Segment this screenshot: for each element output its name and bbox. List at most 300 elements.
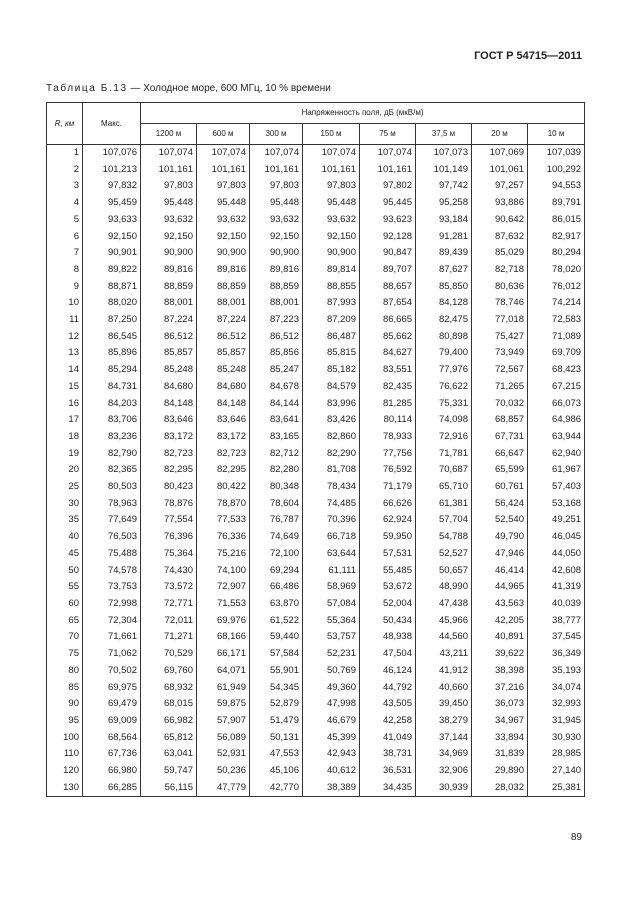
value-cell: 97,803 — [250, 178, 303, 195]
value-cell: 101,161 — [303, 162, 360, 179]
distance-cell: 11 — [47, 312, 83, 329]
value-cell: 84,148 — [197, 396, 250, 413]
value-cell: 47,504 — [360, 646, 416, 663]
value-cell: 101,161 — [360, 162, 416, 179]
value-cell: 47,553 — [250, 746, 303, 763]
value-cell: 66,285 — [83, 780, 141, 797]
value-cell: 80,503 — [83, 479, 141, 496]
value-cell: 76,592 — [360, 462, 416, 479]
value-cell: 86,545 — [83, 329, 141, 346]
value-cell: 52,231 — [303, 646, 360, 663]
value-cell: 87,632 — [472, 229, 528, 246]
table-row — [47, 646, 585, 663]
value-cell: 97,257 — [472, 178, 528, 195]
value-cell: 87,224 — [141, 312, 197, 329]
distance-cell: 65 — [47, 613, 83, 630]
value-cell: 74,578 — [83, 563, 141, 580]
value-cell: 36,531 — [360, 763, 416, 780]
value-cell: 74,098 — [416, 412, 472, 429]
value-cell: 32,993 — [528, 696, 585, 713]
value-cell: 57,907 — [197, 713, 250, 730]
value-cell: 82,723 — [141, 446, 197, 463]
value-cell: 97,803 — [141, 178, 197, 195]
value-cell: 97,803 — [303, 178, 360, 195]
value-cell: 66,073 — [528, 396, 585, 413]
distance-cell: 14 — [47, 362, 83, 379]
value-cell: 69,009 — [83, 713, 141, 730]
value-cell: 107,073 — [416, 145, 472, 162]
value-cell: 86,512 — [197, 329, 250, 346]
value-cell: 73,949 — [472, 345, 528, 362]
value-cell: 80,636 — [472, 279, 528, 296]
value-cell: 68,932 — [141, 680, 197, 697]
table-row — [47, 629, 585, 646]
table-row — [47, 379, 585, 396]
value-cell: 30,939 — [416, 780, 472, 797]
distance-cell: 12 — [47, 329, 83, 346]
value-cell: 92,150 — [250, 229, 303, 246]
value-cell: 95,448 — [250, 195, 303, 212]
value-cell: 64,071 — [197, 663, 250, 680]
value-cell: 44,965 — [472, 579, 528, 596]
value-cell: 85,815 — [303, 345, 360, 362]
value-cell: 82,290 — [303, 446, 360, 463]
value-cell: 38,389 — [303, 780, 360, 797]
distance-cell: 8 — [47, 262, 83, 279]
value-cell: 66,982 — [141, 713, 197, 730]
value-cell: 34,074 — [528, 680, 585, 697]
value-cell: 97,802 — [360, 178, 416, 195]
value-cell: 80,422 — [197, 479, 250, 496]
value-cell: 68,015 — [141, 696, 197, 713]
distance-cell: 15 — [47, 379, 83, 396]
value-cell: 76,336 — [197, 529, 250, 546]
value-cell: 34,435 — [360, 780, 416, 797]
value-cell: 85,857 — [141, 345, 197, 362]
value-cell: 74,649 — [250, 529, 303, 546]
value-cell: 42,205 — [472, 613, 528, 630]
value-cell: 40,660 — [416, 680, 472, 697]
value-cell: 67,731 — [472, 429, 528, 446]
value-cell: 25,381 — [528, 780, 585, 797]
value-cell: 67,215 — [528, 379, 585, 396]
value-cell: 59,875 — [197, 696, 250, 713]
value-cell: 87,627 — [416, 262, 472, 279]
value-cell: 93,623 — [360, 212, 416, 229]
value-cell: 93,632 — [141, 212, 197, 229]
value-cell: 52,931 — [197, 746, 250, 763]
table-row — [47, 579, 585, 596]
value-cell: 55,901 — [250, 663, 303, 680]
value-cell: 42,258 — [360, 713, 416, 730]
table-row — [47, 563, 585, 580]
table-row — [47, 212, 585, 229]
value-cell: 34,969 — [416, 746, 472, 763]
table-row — [47, 780, 585, 797]
value-cell: 37,144 — [416, 730, 472, 747]
value-cell: 72,907 — [197, 579, 250, 596]
value-cell: 72,100 — [250, 546, 303, 563]
value-cell: 73,753 — [83, 579, 141, 596]
value-cell: 93,886 — [472, 195, 528, 212]
value-cell: 89,814 — [303, 262, 360, 279]
table-row — [47, 546, 585, 563]
value-cell: 83,172 — [141, 429, 197, 446]
value-cell: 89,439 — [416, 245, 472, 262]
value-cell: 85,247 — [250, 362, 303, 379]
value-cell: 36,073 — [472, 696, 528, 713]
value-cell: 72,304 — [83, 613, 141, 630]
value-cell: 85,248 — [141, 362, 197, 379]
table-row — [47, 279, 585, 296]
value-cell: 69,479 — [83, 696, 141, 713]
value-cell: 93,632 — [303, 212, 360, 229]
value-cell: 58,969 — [303, 579, 360, 596]
table-row — [47, 262, 585, 279]
value-cell: 71,781 — [416, 446, 472, 463]
distance-cell: 17 — [47, 412, 83, 429]
value-cell: 72,998 — [83, 596, 141, 613]
value-cell: 69,976 — [197, 613, 250, 630]
value-cell: 29,890 — [472, 763, 528, 780]
value-cell: 59,440 — [250, 629, 303, 646]
value-cell: 59,747 — [141, 763, 197, 780]
value-cell: 82,723 — [197, 446, 250, 463]
table-row — [47, 512, 585, 529]
value-cell: 97,742 — [416, 178, 472, 195]
distance-cell: 75 — [47, 646, 83, 663]
data-table — [46, 102, 585, 797]
value-cell: 74,430 — [141, 563, 197, 580]
table-row — [47, 680, 585, 697]
value-cell: 66,647 — [472, 446, 528, 463]
value-cell: 35,193 — [528, 663, 585, 680]
value-cell: 82,475 — [416, 312, 472, 329]
document-code: ГОСТ Р 54715—2011 — [474, 50, 582, 62]
value-cell: 42,770 — [250, 780, 303, 797]
value-cell: 47,438 — [416, 596, 472, 613]
value-cell: 90,847 — [360, 245, 416, 262]
table-row — [47, 663, 585, 680]
value-cell: 61,111 — [303, 563, 360, 580]
value-cell: 62,924 — [360, 512, 416, 529]
value-cell: 45,399 — [303, 730, 360, 747]
value-cell: 39,450 — [416, 696, 472, 713]
table-row — [47, 396, 585, 413]
value-cell: 74,485 — [303, 496, 360, 513]
value-cell: 77,554 — [141, 512, 197, 529]
value-cell: 107,069 — [472, 145, 528, 162]
table-row — [47, 763, 585, 780]
value-cell: 57,704 — [416, 512, 472, 529]
value-cell: 67,736 — [83, 746, 141, 763]
distance-cell: 1 — [47, 145, 83, 162]
value-cell: 95,258 — [416, 195, 472, 212]
value-cell: 85,850 — [416, 279, 472, 296]
distance-cell: 10 — [47, 295, 83, 312]
table-row — [47, 362, 585, 379]
value-cell: 78,870 — [197, 496, 250, 513]
value-cell: 76,503 — [83, 529, 141, 546]
distance-cell: 35 — [47, 512, 83, 529]
distance-cell: 18 — [47, 429, 83, 446]
distance-cell: 40 — [47, 529, 83, 546]
value-cell: 87,993 — [303, 295, 360, 312]
value-cell: 46,679 — [303, 713, 360, 730]
value-cell: 84,579 — [303, 379, 360, 396]
value-cell: 41,912 — [416, 663, 472, 680]
value-cell: 46,414 — [472, 563, 528, 580]
value-cell: 101,061 — [472, 162, 528, 179]
distance-cell: 55 — [47, 579, 83, 596]
subheader-cell: 20 м — [472, 124, 528, 145]
value-cell: 42,943 — [303, 746, 360, 763]
table-caption — [46, 83, 331, 94]
value-cell: 92,150 — [197, 229, 250, 246]
table-row — [47, 195, 585, 212]
value-cell: 101,161 — [250, 162, 303, 179]
value-cell: 37,216 — [472, 680, 528, 697]
value-cell: 83,172 — [197, 429, 250, 446]
value-cell: 63,041 — [141, 746, 197, 763]
value-cell: 82,712 — [250, 446, 303, 463]
value-cell: 47,946 — [472, 546, 528, 563]
value-cell: 77,649 — [83, 512, 141, 529]
table-row — [47, 479, 585, 496]
value-cell: 101,213 — [83, 162, 141, 179]
distance-cell: 95 — [47, 713, 83, 730]
value-cell: 107,074 — [250, 145, 303, 162]
distance-cell: 6 — [47, 229, 83, 246]
value-cell: 69,975 — [83, 680, 141, 697]
value-cell: 107,074 — [360, 145, 416, 162]
subheader-cell: 75 м — [360, 124, 416, 145]
table-body — [47, 145, 585, 797]
value-cell: 97,832 — [83, 178, 141, 195]
value-cell: 37,545 — [528, 629, 585, 646]
value-cell: 83,165 — [250, 429, 303, 446]
value-cell: 88,001 — [250, 295, 303, 312]
distance-cell: 45 — [47, 546, 83, 563]
value-cell: 76,622 — [416, 379, 472, 396]
value-cell: 44,560 — [416, 629, 472, 646]
value-cell: 40,039 — [528, 596, 585, 613]
value-cell: 38,731 — [360, 746, 416, 763]
value-cell: 78,434 — [303, 479, 360, 496]
value-cell: 79,400 — [416, 345, 472, 362]
value-cell: 75,488 — [83, 546, 141, 563]
value-cell: 83,646 — [141, 412, 197, 429]
value-cell: 89,816 — [250, 262, 303, 279]
value-cell: 86,512 — [250, 329, 303, 346]
value-cell: 92,150 — [303, 229, 360, 246]
value-cell: 81,285 — [360, 396, 416, 413]
value-cell: 83,996 — [303, 396, 360, 413]
value-cell: 43,505 — [360, 696, 416, 713]
value-cell: 47,998 — [303, 696, 360, 713]
distance-cell: 2 — [47, 162, 83, 179]
value-cell: 27,140 — [528, 763, 585, 780]
distance-cell: 5 — [47, 212, 83, 229]
value-cell: 107,076 — [83, 145, 141, 162]
distance-cell: 110 — [47, 746, 83, 763]
caption-dash: — — [127, 83, 144, 94]
table-row — [47, 178, 585, 195]
table-row — [47, 596, 585, 613]
value-cell: 84,731 — [83, 379, 141, 396]
value-cell: 77,756 — [360, 446, 416, 463]
value-cell: 95,448 — [141, 195, 197, 212]
value-cell: 78,604 — [250, 496, 303, 513]
value-cell: 82,860 — [303, 429, 360, 446]
value-cell: 66,171 — [197, 646, 250, 663]
value-cell: 107,074 — [197, 145, 250, 162]
table-row — [47, 295, 585, 312]
distance-cell: 19 — [47, 446, 83, 463]
value-cell: 54,345 — [250, 680, 303, 697]
table-row — [47, 746, 585, 763]
value-cell: 88,859 — [141, 279, 197, 296]
value-cell: 89,822 — [83, 262, 141, 279]
value-cell: 75,331 — [416, 396, 472, 413]
value-cell: 75,364 — [141, 546, 197, 563]
subheader-cell: 150 м — [303, 124, 360, 145]
value-cell: 71,553 — [197, 596, 250, 613]
value-cell: 84,128 — [416, 295, 472, 312]
value-cell: 78,933 — [360, 429, 416, 446]
distance-cell: 7 — [47, 245, 83, 262]
value-cell: 80,294 — [528, 245, 585, 262]
value-cell: 87,209 — [303, 312, 360, 329]
value-cell: 30,930 — [528, 730, 585, 747]
table-row — [47, 462, 585, 479]
value-cell: 89,791 — [528, 195, 585, 212]
value-cell: 84,680 — [141, 379, 197, 396]
value-cell: 87,224 — [197, 312, 250, 329]
value-cell: 38,398 — [472, 663, 528, 680]
value-cell: 50,131 — [250, 730, 303, 747]
distance-cell: 16 — [47, 396, 83, 413]
value-cell: 66,980 — [83, 763, 141, 780]
value-cell: 61,967 — [528, 462, 585, 479]
value-cell: 82,295 — [141, 462, 197, 479]
value-cell: 83,426 — [303, 412, 360, 429]
value-cell: 86,512 — [141, 329, 197, 346]
value-cell: 90,900 — [250, 245, 303, 262]
value-cell: 88,855 — [303, 279, 360, 296]
value-cell: 49,790 — [472, 529, 528, 546]
value-cell: 85,896 — [83, 345, 141, 362]
value-cell: 68,564 — [83, 730, 141, 747]
distance-cell: 70 — [47, 629, 83, 646]
value-cell: 84,627 — [360, 345, 416, 362]
table-row — [47, 529, 585, 546]
value-cell: 66,718 — [303, 529, 360, 546]
value-cell: 80,898 — [416, 329, 472, 346]
value-cell: 59,950 — [360, 529, 416, 546]
value-cell: 85,182 — [303, 362, 360, 379]
value-cell: 63,644 — [303, 546, 360, 563]
table-row — [47, 446, 585, 463]
value-cell: 82,917 — [528, 229, 585, 246]
value-cell: 88,020 — [83, 295, 141, 312]
value-cell: 56,424 — [472, 496, 528, 513]
table-row — [47, 613, 585, 630]
value-cell: 95,448 — [303, 195, 360, 212]
value-cell: 82,718 — [472, 262, 528, 279]
value-cell: 44,050 — [528, 546, 585, 563]
value-cell: 101,161 — [141, 162, 197, 179]
distance-cell: 20 — [47, 462, 83, 479]
value-cell: 86,015 — [528, 212, 585, 229]
value-cell: 45,966 — [416, 613, 472, 630]
value-cell: 82,790 — [83, 446, 141, 463]
value-cell: 38,279 — [416, 713, 472, 730]
value-cell: 93,184 — [416, 212, 472, 229]
value-cell: 61,522 — [250, 613, 303, 630]
table-row — [47, 229, 585, 246]
value-cell: 61,381 — [416, 496, 472, 513]
subheader-cell: 1200 м — [141, 124, 197, 145]
value-cell: 75,216 — [197, 546, 250, 563]
value-cell: 100,292 — [528, 162, 585, 179]
table-row — [47, 329, 585, 346]
value-cell: 53,672 — [360, 579, 416, 596]
value-cell: 82,365 — [83, 462, 141, 479]
value-cell: 72,583 — [528, 312, 585, 329]
value-cell: 81,708 — [303, 462, 360, 479]
subheader-cell: 10 м — [528, 124, 585, 145]
value-cell: 80,423 — [141, 479, 197, 496]
value-cell: 50,434 — [360, 613, 416, 630]
value-cell: 50,657 — [416, 563, 472, 580]
value-cell: 62,940 — [528, 446, 585, 463]
value-cell: 84,203 — [83, 396, 141, 413]
value-cell: 90,642 — [472, 212, 528, 229]
value-cell: 33,894 — [472, 730, 528, 747]
value-cell: 39,622 — [472, 646, 528, 663]
distance-cell: 90 — [47, 696, 83, 713]
value-cell: 91,281 — [416, 229, 472, 246]
distance-cell: 60 — [47, 596, 83, 613]
value-cell: 90,900 — [141, 245, 197, 262]
value-cell: 86,665 — [360, 312, 416, 329]
value-cell: 66,486 — [250, 579, 303, 596]
table-row — [47, 345, 585, 362]
page-number: 89 — [570, 832, 582, 843]
value-cell: 69,760 — [141, 663, 197, 680]
value-cell: 57,584 — [250, 646, 303, 663]
subheader-cell: 37,5 м — [416, 124, 472, 145]
value-cell: 31,839 — [472, 746, 528, 763]
value-cell: 70,396 — [303, 512, 360, 529]
value-cell: 49,360 — [303, 680, 360, 697]
value-cell: 31,945 — [528, 713, 585, 730]
table-row — [47, 730, 585, 747]
distance-cell: 100 — [47, 730, 83, 747]
value-cell: 70,032 — [472, 396, 528, 413]
distance-cell: 120 — [47, 763, 83, 780]
value-cell: 88,859 — [197, 279, 250, 296]
value-cell: 94,553 — [528, 178, 585, 195]
value-cell: 57,084 — [303, 596, 360, 613]
value-cell: 87,223 — [250, 312, 303, 329]
value-cell: 90,901 — [83, 245, 141, 262]
distance-cell: 13 — [47, 345, 83, 362]
value-cell: 68,166 — [197, 629, 250, 646]
value-cell: 88,001 — [141, 295, 197, 312]
value-cell: 72,771 — [141, 596, 197, 613]
